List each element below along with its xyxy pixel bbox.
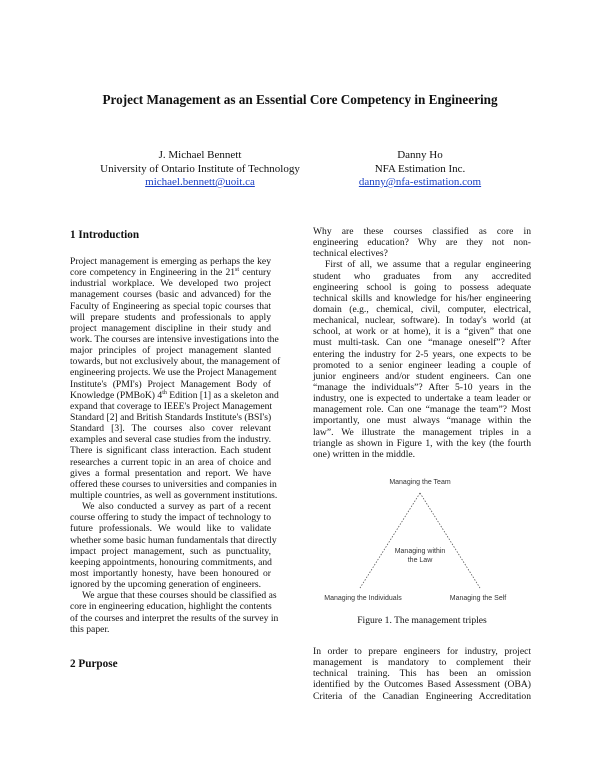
text-line: most importantly honesty, have been honoured or	[70, 567, 271, 579]
text-line: Project management is emerging as perhaps the key	[70, 256, 271, 267]
text-line: management courses (basic and advanced) for the	[70, 289, 271, 301]
text-line: project management discipline in their study and	[70, 322, 271, 334]
text-line: Criteria of the Canadian Engineering Accreditation	[313, 690, 531, 702]
introduction-body	[70, 256, 281, 635]
text-line: industry, one is expected to undertake a team leader or	[313, 393, 531, 405]
author-2	[290, 149, 550, 190]
right-column	[313, 226, 531, 460]
label-center	[380, 547, 460, 565]
text-line: domain (e.g., chemical, civil, computer, electrical,	[313, 303, 531, 315]
text-line: Standard [3]. The courses also cover relevant	[70, 423, 271, 435]
author-affiliation: NFA Estimation Inc.	[374, 162, 466, 175]
section-heading-introduction: 1 Introduction	[70, 229, 140, 241]
label-top: Managing the Team	[389, 479, 451, 486]
text-line: school, at work or at home), it is a “given” that one	[313, 326, 531, 338]
text-line: core competency in Engineering in the 21st century	[70, 266, 272, 279]
text-line: We also conducted a survey as part of a recent	[82, 501, 271, 513]
text-line: First of all, we assume that a regular engineering	[325, 259, 531, 271]
figure-caption: Figure 1. The management triples	[357, 615, 487, 626]
text-line: technical training. This has been an omission	[313, 668, 531, 680]
text-line: engineering school is going to possess adequate	[313, 281, 531, 293]
text-line: of the courses and interpret the results of the survey in	[70, 612, 279, 624]
text-line: keeping appointments, honouring commitments, and	[70, 556, 272, 568]
right-column-body	[313, 226, 531, 460]
text-line: work. The courses are intensive investigations into the	[70, 333, 279, 345]
text-line: triangle as shown in Figure 1, with the key (the fourth	[313, 437, 531, 449]
text-line: law”. We illustrate the management triples in a	[313, 426, 531, 438]
text-line: Why are these courses classified as core in	[313, 226, 531, 237]
author-email-link[interactable]: danny@nfa-estimation.com	[358, 176, 482, 188]
section-heading-purpose: 2 Purpose	[70, 657, 118, 670]
author-affiliation: University of Ontario Institute of Technology	[100, 162, 300, 175]
author-name: J. Michael Bennett	[158, 149, 242, 161]
author-email-link[interactable]: michael.bennett@uoit.ca	[145, 176, 255, 188]
text-line: whether some basic human fundamentals that directly	[70, 534, 277, 546]
text-line: Faculty of Engineering as special topic courses that	[70, 300, 271, 312]
text-line: technical skills and knowledge for his/her engineering	[313, 292, 531, 304]
text-line: identified by the Outcomes Based Assessment (OBA)	[313, 679, 531, 691]
figure-management-triples	[313, 475, 531, 610]
text-line: examples and several case studies from the industry.	[70, 434, 271, 446]
text-line: engineering projects. We use the Project Management	[70, 367, 277, 379]
text-line: course offering to study the impact of technology to	[70, 512, 271, 524]
text-line: junior engineers and/or student engineers. Can one	[313, 370, 531, 382]
text-line: this paper.	[70, 623, 110, 635]
triangle-right-edge	[420, 493, 480, 588]
text-line: core in engineering education, highlight the contents	[70, 601, 272, 613]
text-line: offered these courses to universities and companies in	[70, 478, 277, 490]
text-line: We argue that these courses should be classified as	[82, 590, 277, 602]
text-line: importantly, one must always “manage within the	[313, 415, 531, 427]
text-line: must multi-task. Can one “manage oneself”? After	[313, 337, 531, 349]
text-line: engineering education? Why are they not non-	[313, 237, 531, 249]
left-column	[70, 228, 281, 671]
text-line: major principles of project management slanted	[70, 345, 271, 357]
text-line: future professionals. We would like to validate	[70, 523, 271, 535]
text-line: impact project management, such as punctuality,	[70, 545, 271, 557]
text-line: Standard [2] and British Standards Institute's (BSI's)	[70, 411, 272, 423]
triangle-diagram	[313, 475, 531, 610]
text-line: will prepare students and professionals to apply	[70, 311, 271, 323]
text-line: In order to prepare engineers for industry, project	[313, 646, 531, 657]
text-line: promoted to a senior engineer leading a couple of	[313, 359, 531, 371]
text-line: mechanical, nuclear, software). In today's world (at	[313, 315, 531, 327]
text-line: Institute's (PMI's) Project Management Body of	[70, 378, 271, 390]
text-line: Knowledge (PMBoK) 4th Edition [1] as a skeleton and	[70, 389, 279, 401]
text-line: There is significant class interaction. Each student	[70, 445, 271, 457]
paper-title: Project Management as an Essential Core Competency in Engineering	[102, 92, 498, 107]
label-left: Managing the Individuals	[324, 595, 402, 602]
text-line: gives a formal presentation and report. We have	[70, 467, 271, 479]
text-line: management is mandatory to complement their	[313, 657, 531, 669]
text-line: one) written in the middle.	[313, 448, 416, 460]
text-line: entering the industry for 2-5 years, one expects to be	[313, 348, 531, 360]
author-name: Danny Ho	[397, 149, 443, 161]
label-center-line: the Law	[407, 557, 433, 564]
text-line: industrial workplace. We developed two project	[70, 278, 271, 290]
triangle-left-edge	[360, 493, 420, 588]
after-figure-text	[313, 646, 531, 702]
after-figure-body	[313, 646, 531, 702]
text-line: researches a current topic in an area of choice and	[70, 456, 271, 468]
text-line: management role. Can one “manage the team”? Most	[313, 404, 531, 416]
label-center-line: Managing within	[394, 548, 446, 555]
text-line: “manage the individuals”? After 5-10 years in the	[313, 381, 531, 393]
text-line: multiple countries, as well as government institutions.	[70, 489, 278, 501]
text-line: ignored by the upcoming generation of engineers.	[70, 579, 262, 591]
text-line: towards, but not exclusively about, the management of	[70, 356, 281, 368]
text-line: expand that coverage to IEEE's Project Management	[70, 400, 273, 412]
text-line: technical electives?	[313, 248, 388, 260]
label-right: Managing the Self	[449, 595, 507, 602]
text-line: student who graduates from any accredited	[313, 270, 531, 282]
